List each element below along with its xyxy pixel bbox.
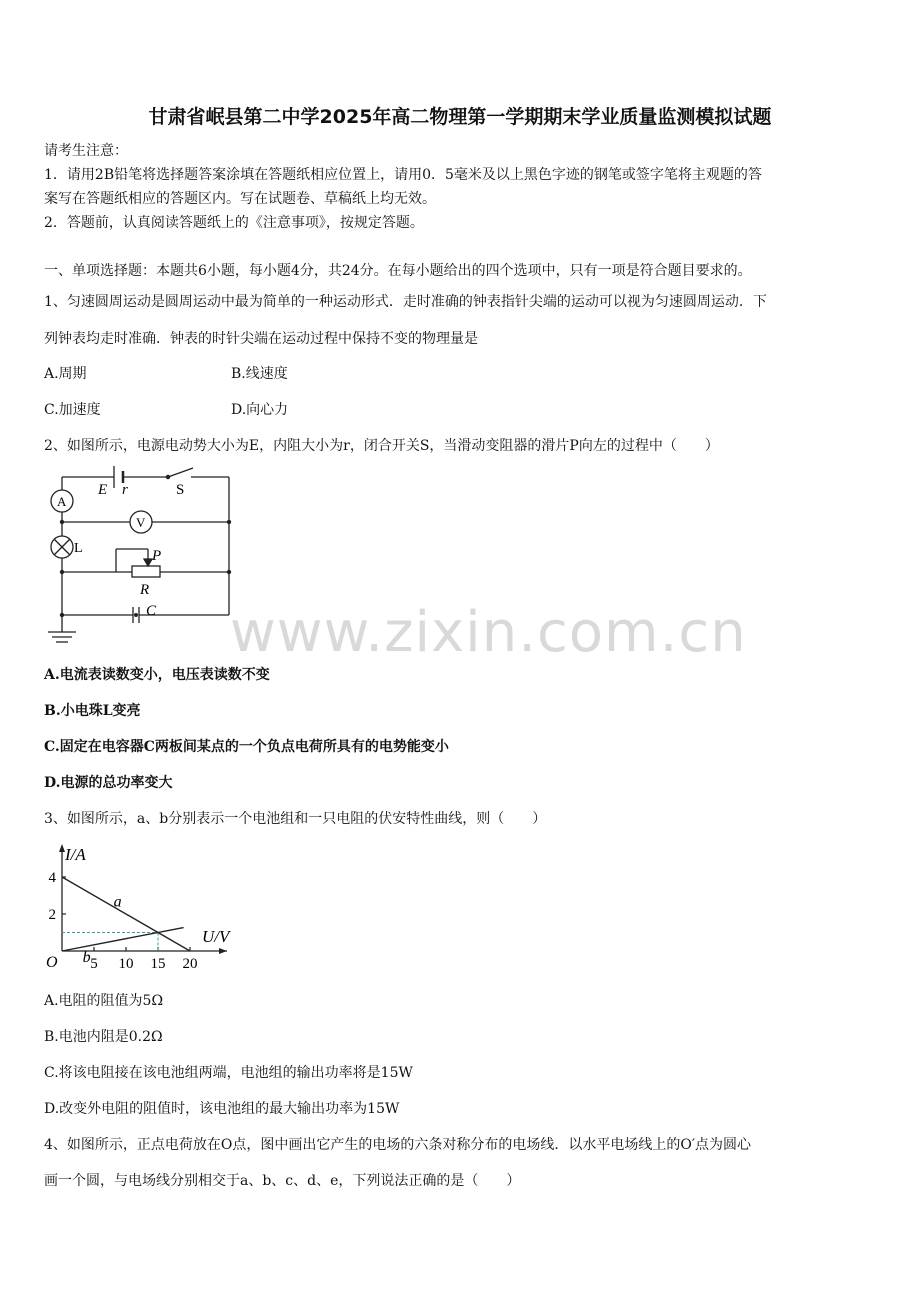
q1-stem-line1: 1、匀速圆周运动是圆周运动中最为简单的一种运动形式．走时准确的钟表指针尖端的运动可以视为匀速圆周运动．下: [44, 294, 767, 310]
label-rheostat: R: [140, 582, 150, 598]
q3-option-d: D.改变外电阻的阻值时，该电池组的最大输出功率为15W: [44, 1101, 400, 1117]
x-axis-label: U/V: [202, 927, 230, 946]
label-emf: E: [98, 482, 108, 498]
q4-stem-line1: 4、如图所示，正点电荷放在O点，图中画出它产生的电场的六条对称分布的电场线．以水平电场线上的O′点为圆心: [44, 1137, 752, 1153]
q3-option-c: C.将该电阻接在该电池组两端，电池组的输出功率将是15W: [44, 1065, 413, 1081]
notice-item-1-cont: 案写在答题纸相应的答题区内。写在试题卷、草稿纸上均无效。: [44, 191, 436, 207]
label-switch: S: [176, 482, 185, 498]
label-slider: P: [152, 548, 162, 564]
label-internal-resistance: r: [122, 482, 128, 498]
page-title: 甘肃省岷县第二中学2025年高二物理第一学期期末学业质量监测模拟试题: [148, 106, 772, 128]
section-heading: 一、单项选择题：本题共6小题，每小题4分，共24分。在每小题给出的四个选项中，只有一项是符合题目要求的。: [44, 263, 752, 279]
label-capacitor: C: [146, 603, 157, 619]
q3-stem: 3、如图所示，a、b分别表示一个电池组和一只电阻的伏安特性曲线，则（ ）: [44, 811, 547, 827]
x-tick-label: 5: [90, 956, 98, 972]
series-line-a: [62, 877, 190, 951]
watermark: www.zixin.com.cn: [230, 600, 747, 665]
y-tick-label: 2: [48, 907, 56, 923]
series-label-a: a: [113, 893, 122, 911]
q2-option-b: B.小电珠L变亮: [44, 703, 141, 719]
q1-option-a: A.周期: [44, 366, 87, 382]
q1-option-c: C.加速度: [44, 402, 101, 418]
q2-option-d: D.电源的总功率变大: [44, 775, 173, 791]
label-lamp: L: [74, 541, 83, 556]
notice-heading: 请考生注意：: [44, 143, 128, 159]
y-tick-label: 4: [48, 870, 56, 886]
series-label-b: b: [82, 949, 91, 967]
x-tick-label: 15: [150, 956, 166, 972]
origin-label: O: [46, 954, 58, 971]
series-line-b: [62, 928, 184, 951]
q2-option-c: C.固定在电容器C两板间某点的一个负点电荷所具有的电势能变小: [44, 739, 449, 755]
q3-option-a: A.电阻的阻值为5Ω: [44, 993, 164, 1009]
q2-option-a: A.电流表读数变小，电压表读数不变: [44, 667, 270, 683]
y-axis-label: I/A: [65, 845, 86, 864]
iv-chart: [40, 838, 245, 976]
q1-stem-line2: 列钟表均走时准确．钟表的时针尖端在运动过程中保持不变的物理量是: [44, 331, 478, 347]
q4-stem-line2: 画一个圆，与电场线分别相交于a、b、c、d、e，下列说法正确的是（ ）: [44, 1173, 521, 1189]
voltmeter-icon: V: [136, 515, 146, 530]
x-tick-label: 10: [118, 956, 134, 972]
ammeter-icon: A: [57, 494, 67, 509]
q1-option-d: D.向心力: [231, 402, 289, 418]
notice-item-2: 2．答题前，认真阅读答题纸上的《注意事项》，按规定答题。: [44, 215, 424, 231]
q3-option-b: B.电池内阻是0.2Ω: [44, 1029, 163, 1045]
q1-option-b: B.线速度: [231, 366, 288, 382]
q2-stem: 2、如图所示，电源电动势大小为E，内阻大小为r，闭合开关S，当滑动变阻器的滑片P向左的过程中（ ）: [44, 438, 719, 454]
notice-item-1: 1．请用2B铅笔将选择题答案涂填在答题纸相应位置上，请用0．5毫米及以上黑色字迹的钢笔或签字笔将主观题的答: [44, 167, 762, 183]
x-tick-label: 20: [182, 956, 198, 972]
circuit-diagram: [40, 460, 240, 665]
